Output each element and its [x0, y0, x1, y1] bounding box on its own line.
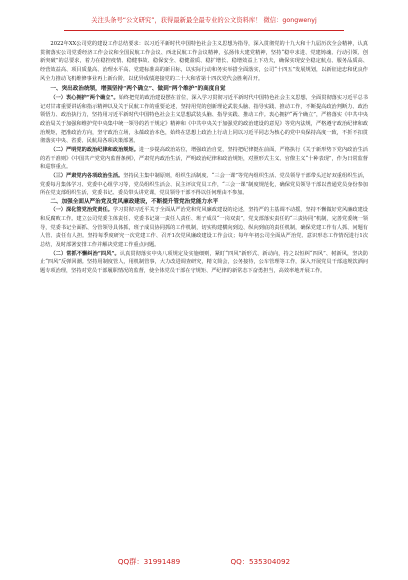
item-text-2: 进一步提高政治站位，增强政治自觉，坚持把纪律挺在前面，严格执行《关于新形势下党内政治生活的若干准则》《中国共产党党内监督条例》，严肃党内政治生活，严明政治纪律和政治规矩，对照形式主义、官僚主义“十种表现”，作为日常监督和巡察重点。	[40, 146, 368, 171]
item-paragraph-2	[40, 146, 368, 172]
item-heading-5: （二）常抓不懈纠治“四风”。	[50, 250, 120, 257]
intro-paragraph: 2022年XX公司党的建设工作总结要求：以习近平新时代中国特色社会主义思想为指导，深入贯彻党的十九大和十九届历次全会精神，认真贯彻落实公司党委经济工作会议和全国民航工作会议、西北民航工作会议精神，弘扬伟大建党精神，坚持“稳中求进、党建铸魂、行动引领、创新突破”的总要求，着力在稳控疫情、稳健事故、稳保安全、稳健盈质、稳扩增长、稳增效益上下功夫，确保实现安全稳定航点、服务品质高、经营效益高、项目质量高、治理水平高、党建标准高的新目标，以实际行动和务实举措全面落实，公司“十四五”发展规划，以新征途忠和优良作风全力推动飞机维修事业再上新台阶，以优异成绩迎接党的二十大和省第十四次党代会胜利召开。	[40, 41, 368, 82]
section-heading-2: 二、加强全面从严治党及党风廉政建设，不断提升管党治党能力水平	[50, 198, 219, 205]
item-text-3: 坚持民主集中制原则，组织生活制度、“三会一课”等党内组织生活、党员领导干部带头过好双重组织生活，党委每月集体学习、党委中心组学习等，党员组织生活会、民主评议党员工作，“三会一课”制度规范化，确保党员领导干部以普通党员身份参加所在党支部组织生活，党委书记、委员带头讲党课，党员领导干部不得以任何理由不参加。	[40, 172, 368, 197]
item-heading-3: （三）严肃党内各项政治生活。	[50, 172, 124, 179]
page-header	[64, 14, 344, 31]
item-heading-2: （二）严明党的政治纪律和政治规矩。	[50, 146, 139, 153]
item-paragraph-3	[40, 172, 368, 198]
page-footer	[0, 557, 408, 567]
item-text-4: 学习贯彻习近平关于全面从严治党和党风廉政建设的论述，坚持严的主基调不动摇，坚持不懈做好党风廉政建设和反腐败工作。建立公司党委主体责任、党委书记第一责任人责任、班子成员“一岗双责”，党支部落实责任的“三责协同”机制，完善党委统一领导，党委书记全面抓、分管领导具体抓，班子成员协同抓的工作机制，切实构建横向到边、纵向到底的责任机制，确保党建工作有人抓、问题有人管、责任有人担。坚持每季度研究一次党建工作、召开1次党风廉政建设工作会议；每年年初公司全面从严治党、意识形态工作情况进行1次总结，及时部署安排工作并解决党建工作重点问题。	[40, 207, 368, 249]
document-body	[40, 40, 368, 276]
item-paragraph-4	[40, 206, 368, 249]
item-paragraph-5	[40, 250, 368, 276]
header-text: 关注头条号“公文研究”，获得最新最全最专业的公文资料库！ 微信：gongwenyj	[91, 17, 317, 24]
item-heading-1: （一）衷心拥护“两个确立”。	[50, 94, 119, 101]
footer-qq: QQ：535304092	[230, 557, 291, 566]
item-text-5: 认真贯彻落实中央八项规定及实施细则，紧盯“四风”新形式、新动向，持之以恒纠“四风”、树新风，坚决防止“四风”反弹回潮。坚持用制度管人，用机制管事，大力改进调查研究，精文简会，公务接待，公车管理等工作，深入开展党员干部违规饮酒问题专项治理，坚持对党员干部履职情况的监督，使全体党员干部在守规矩、严纪律的新常态下奋勇担当，高效率地开展工作。	[40, 250, 369, 275]
section-heading-1: 一、突出政治统领，增强坚持“两个确立”、做到“两个维护”的高度自觉	[50, 86, 226, 93]
item-paragraph-1	[40, 94, 368, 146]
footer-qq-group: QQ群：31991489	[117, 557, 181, 566]
item-heading-4: （一）深化管党治党责任。	[50, 207, 113, 214]
item-text-1: 始终把党的政治建设摆在首位，深入学习贯彻习近平新时代中国特色社会主义思想，全面贯彻落实习近平总书记对甘肃重要讲话和指示精神以及关于民航工作的重要论述，坚持用党的创新理论武装头脑、指导实践、推动工作，不断提高政治判断力、政治领悟力、政治执行力，坚持用习近平新时代中国特色社会主义思想武装头脑、指导实践、推动工作。衷心拥护“两个确立”，严格落实《中共中央政治局关于加强和维护党中央集中统一领导的若干规定》精神和《中共中央关于加强党的政治建设的意见》等党内法规，严格遵守政治纪律和政治规矩，把准政治方向，坚守政治立场，永葆政治本色，始终在思想上政治上行动上同以习近平同志为核心的党中央保持高度一致，不折不扣贯彻落实中央、省委、民航局各项决策部署。	[40, 94, 368, 145]
